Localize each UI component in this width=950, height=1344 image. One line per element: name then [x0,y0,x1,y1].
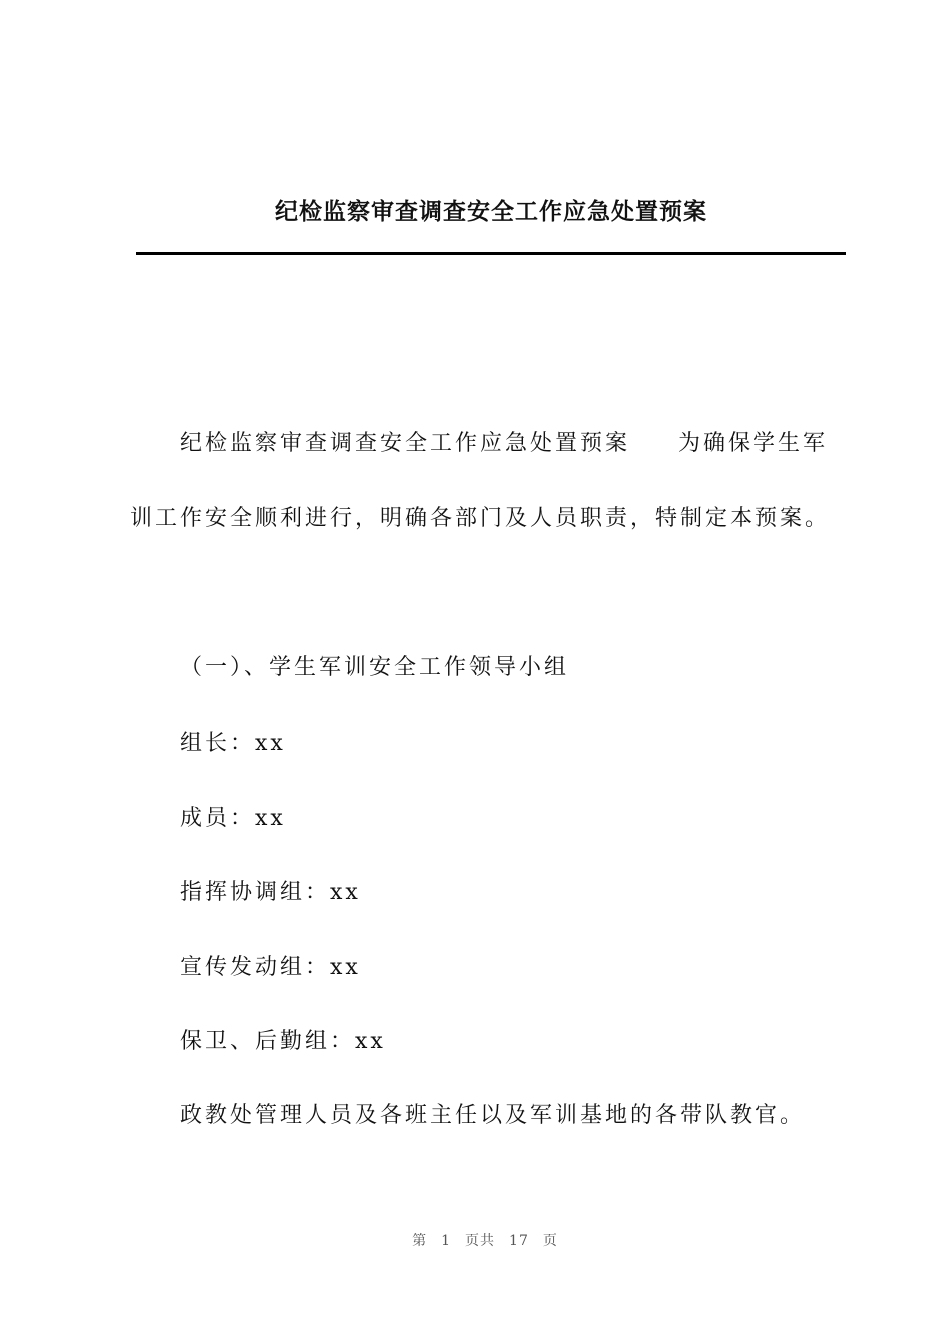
footer-page-number: 1 [441,1233,452,1249]
intro-title-repeat: 纪检监察审查调查安全工作应急处置预案 [180,431,631,456]
footer-suffix: 页 [542,1233,558,1249]
footer-prefix: 第 [412,1233,428,1249]
footer-total-pages: 17 [509,1233,529,1249]
intro-paragraph-line-1 [180,428,828,460]
footer-mid: 页共 [465,1233,496,1249]
page-footer [0,1230,950,1250]
document-title: 纪检监察审查调查安全工作应急处置预案 [275,199,707,225]
intro-paragraph-line-2: 训工作安全顺利进行，明确各部门及人员职责，特制定本预案。 [130,506,831,531]
intro-text-start: 为确保学生军 [678,431,829,456]
role-line-leader: 组长：xx [180,731,286,756]
role-line-members: 成员：xx [180,806,286,831]
title-underline [136,252,846,255]
section-heading: （一）、学生军训安全工作领导小组 [180,655,570,680]
role-line-command: 指挥协调组：xx [180,880,361,905]
closing-line: 政教处管理人员及各班主任以及军训基地的各带队教官。 [180,1103,806,1128]
role-line-security-logistics: 保卫、后勤组：xx [180,1029,386,1054]
role-line-publicity: 宣传发动组：xx [180,955,361,980]
